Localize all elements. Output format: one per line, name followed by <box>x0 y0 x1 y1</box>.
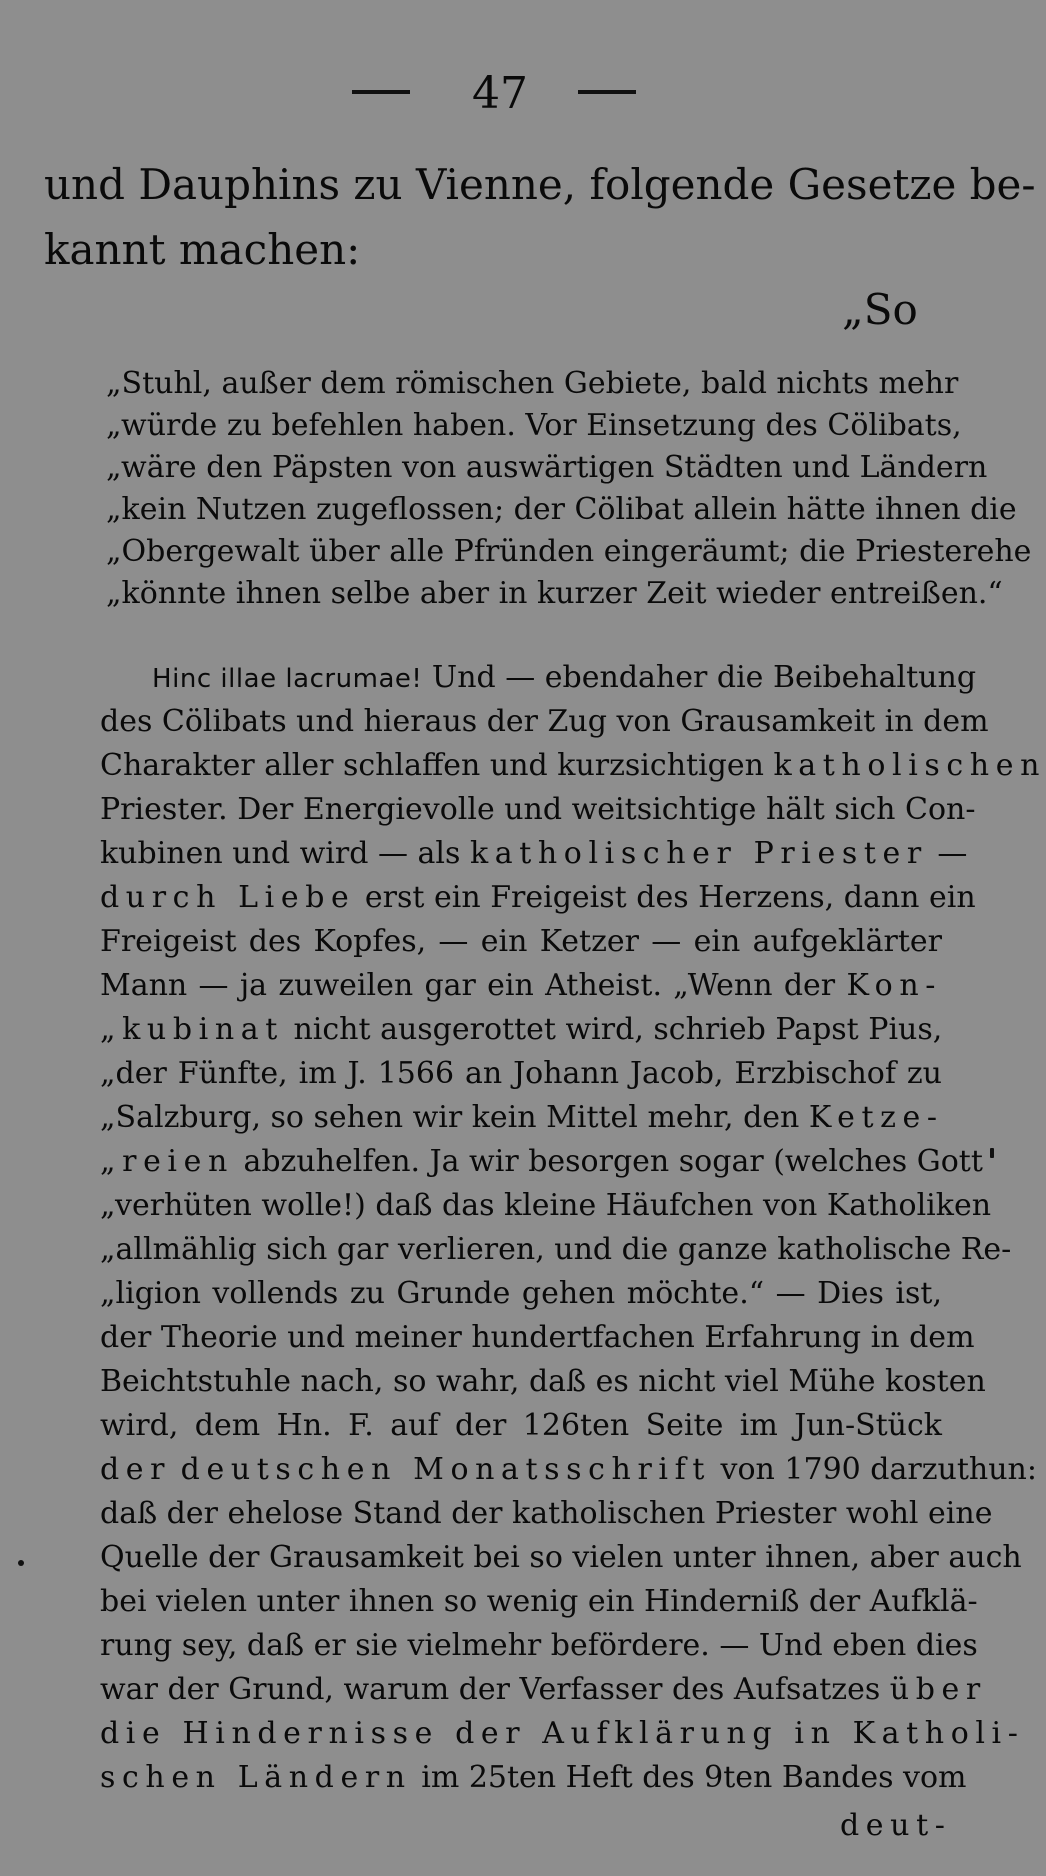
body-line-5 <box>100 836 968 871</box>
emphasis-reien: „reien <box>100 1144 234 1179</box>
page-header <box>0 68 1000 128</box>
emphasis-katholischen: katholischen <box>773 748 1046 783</box>
body-line-9 <box>100 1012 942 1047</box>
body-line-13: „verhüten wolle!) daß das kleine Häufchen von Katholiken <box>100 1188 992 1223</box>
body-line-7: Freigeist des Kopfes, — ein Ketzer — ein aufgeklärter <box>100 924 942 959</box>
latin-phrase: Hinc illae lacrumae! <box>152 664 423 694</box>
body-line-2: des Cölibats und hieraus der Zug von Grausamkeit in dem <box>100 704 989 739</box>
body-line-12 <box>100 1144 983 1179</box>
body-line-1 <box>152 660 977 695</box>
emphasis-durch-liebe: durch Liebe <box>100 880 356 915</box>
emphasis-deutschen-monatsschrift: deutschen Monatsschrift <box>180 1452 711 1487</box>
quote-line-1: „Stuhl, außer dem römischen Gebiete, bald nichts mehr <box>106 366 959 401</box>
body-line-26 <box>100 1760 967 1795</box>
body-line-17: Beichtstuhle nach, so wahr, daß es nicht viel Mühe kosten <box>100 1364 986 1399</box>
body-line-4: Priester. Der Energievolle und weitsichtige hält sich Con- <box>100 792 976 827</box>
emphasis-ueber: über <box>889 1672 987 1707</box>
ink-speck <box>18 1560 24 1566</box>
header-dash-right <box>578 90 636 94</box>
body-line-26-text: im 25ten Heft des 9ten Bandes vom <box>421 1760 967 1795</box>
body-line-18: wird, dem Hn. F. auf der 126ten Seite im Jun-Stück <box>100 1408 942 1443</box>
body-line-19 <box>100 1452 1037 1487</box>
emphasis-kon: Kon- <box>846 968 942 1003</box>
body-line-16: der Theorie und meiner hundertfachen Erfahrung in dem <box>100 1320 975 1355</box>
body-line-12-text: abzuhelfen. Ja wir besorgen sogar (welches Gott <box>243 1144 983 1179</box>
quote-line-2: „würde zu befehlen haben. Vor Einsetzung des Cölibats, <box>106 408 962 443</box>
body-line-20: daß der ehelose Stand der katholischen Priester wohl eine <box>100 1496 993 1531</box>
emphasis-kubinat: „kubinat <box>100 1012 284 1047</box>
ink-speck <box>990 1148 994 1158</box>
body-line-6 <box>100 880 976 915</box>
heading-line-2: kannt machen: <box>44 225 361 274</box>
quote-line-3: „wäre den Päpsten von auswärtigen Städten und Ländern <box>106 450 988 485</box>
catchword-bottom: deut- <box>840 1808 952 1843</box>
body-line-21: Quelle der Grausamkeit bei so vielen unter ihnen, aber auch <box>100 1540 1022 1575</box>
body-line-19-text: von 1790 darzuthun: <box>720 1452 1037 1487</box>
catchword-top: „So <box>842 285 918 334</box>
emphasis-katholischer-priester: katholischer Priester <box>469 836 928 871</box>
emphasis-ketze: Ketze- <box>808 1100 944 1135</box>
body-line-15: „ligion vollends zu Grunde gehen möchte.“ — Dies ist, <box>100 1276 942 1311</box>
body-line-11 <box>100 1100 942 1135</box>
quote-line-5: „Obergewalt über alle Pfründen eingeräumt; die Priesterehe <box>106 534 1032 569</box>
body-line-14: „allmählig sich gar verlieren, und die ganze katholische Re- <box>100 1232 1012 1267</box>
body-line-5-dash: — <box>937 836 968 871</box>
quote-line-4: „kein Nutzen zugeflossen; der Cölibat allein hätte ihnen die <box>106 492 1017 527</box>
header-dash-left <box>352 90 410 94</box>
body-line-6-text: erst ein Freigeist des Herzens, dann ein <box>364 880 976 915</box>
body-line-3-text: Charakter aller schlaffen und kurzsichtigen <box>100 748 764 783</box>
body-line-10: „der Fünfte, im J. 1566 an Johann Jacob, Erzbischof zu <box>100 1056 942 1091</box>
body-line-24 <box>100 1672 987 1707</box>
body-line-23: rung sey, daß er sie vielmehr befördere. — Und eben dies <box>100 1628 978 1663</box>
page-number: 47 <box>472 68 528 119</box>
quote-line-6: „könnte ihnen selbe aber in kurzer Zeit wieder entreißen.“ <box>106 576 1003 611</box>
body-line-11-text: „Salzburg, so sehen wir kein Mittel mehr, den <box>100 1100 800 1135</box>
body-line-24-text: war der Grund, warum der Verfasser des Aufsatzes <box>100 1672 881 1707</box>
body-line-19-der: der <box>100 1452 172 1487</box>
body-line-25: die Hindernisse der Aufklärung in Katholi- <box>100 1716 1025 1751</box>
body-line-3 <box>100 748 1046 783</box>
body-line-8 <box>100 968 942 1003</box>
body-line-22: bei vielen unter ihnen so wenig ein Hinderniß der Aufklä- <box>100 1584 978 1619</box>
body-line-9-text: nicht ausgerottet wird, schrieb Papst Pius, <box>293 1012 943 1047</box>
heading-line-1: und Dauphins zu Vienne, folgende Gesetze be- <box>44 160 1036 209</box>
body-line-5-text: kubinen und wird — als <box>100 836 461 871</box>
body-line-1-rest: Und — ebendaher die Beibehaltung <box>431 660 977 695</box>
body-line-8-text: Mann — ja zuweilen gar ein Atheist. „Wenn der <box>100 968 836 1003</box>
emphasis-schen-laendern: schen Ländern <box>100 1760 412 1795</box>
